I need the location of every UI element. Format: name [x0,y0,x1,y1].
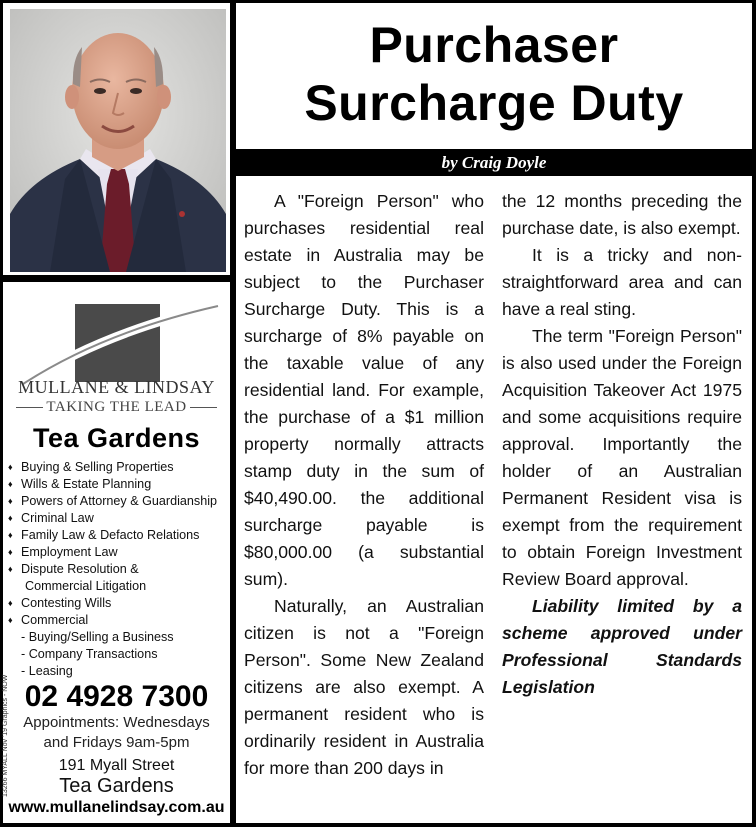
service-item: ♦ Buying & Selling Properties [8,459,217,476]
service-item: ♦ Commercial [8,612,217,629]
headline-panel [236,3,752,149]
service-item: ♦ Wills & Estate Planning [8,476,217,493]
firm-name: MULLANE & LINDSAY [18,377,215,397]
service-item: ♦ Employment Law [8,544,217,561]
disclaimer: Liability limited by a scheme approved under Professional Standards Legislation [502,596,742,697]
service-item: Commercial Litigation [25,579,147,593]
services-list [8,459,217,680]
divider [190,407,217,408]
paragraph: It is a tricky and non-straightforward area and can have a real sting. [502,245,742,319]
paragraph: The term "Foreign Person" is also used under the Foreign Acquisition Takeover Act 1975 and some acquisitions require approval. Importantly the holder of an Australian Permanent Resident visa is exempt from the requirement to obtain Foreign Investment Review Board approval. [502,326,742,589]
tagline: TAKING THE LEAD [46,399,187,415]
divider [16,407,43,408]
website-link[interactable]: www.mullanelindsay.com.au [8,799,225,816]
paragraph: A "Foreign Person" who purchases residential real estate in Australia may be subject to the Purchaser Surcharge Duty. This is a surcharge of 8% payable on the taxable value of any residential land. For example, the purchase of a $1 million property normally attracts stamp duty in the sum of $40,490.00. the additional surcharge payable is $80,000.00 (a substantial sum). [244,191,484,589]
author-photo-panel [3,3,230,275]
service-item: ♦ Powers of Attorney & Guardianship [8,493,217,510]
portrait-image [10,9,226,272]
byline: by Craig Doyle [236,152,752,174]
appointment-hours: and Fridays 9am-5pm [43,734,190,751]
service-item: ♦ Dispute Resolution & [8,561,217,578]
office-name: Tea Gardens [32,423,201,453]
service-item: - Buying/Selling a Business [21,630,174,644]
paragraph: Naturally, an Australian citizen is not a "Foreign Person". Some New Zealand citizens are also exempt. A permanent resident who is ordinarily resident in Australia for more than 200 days in [244,596,484,778]
law-firm-advert [3,282,230,823]
headline-line-2: Surcharge Duty [304,75,684,131]
service-item: - Leasing [21,664,73,678]
service-item: ♦ Family Law & Defacto Relations [8,527,217,544]
article-column-right [502,188,742,701]
service-item: ♦ Contesting Wills [8,595,217,612]
ad-reference-code: 13266 MYALL Nov '19 Graphics - NOW [2,674,9,797]
article-body [236,176,752,823]
headline-line-1: Purchaser [369,17,619,73]
service-item: - Company Transactions [21,647,158,661]
street-address: 191 Myall Street [58,757,175,774]
phone-number: 02 4928 7300 [24,680,209,713]
service-item: ♦ Criminal Law [8,510,217,527]
town: Tea Gardens [59,775,174,797]
author-photo [10,9,226,272]
appointment-hours: Appointments: Wednesdays [23,714,210,731]
tagline-row [13,399,220,416]
paragraph-continuation: the 12 months preceding the purchase date, is also exempt. [502,191,742,238]
article-column-left [244,188,484,782]
